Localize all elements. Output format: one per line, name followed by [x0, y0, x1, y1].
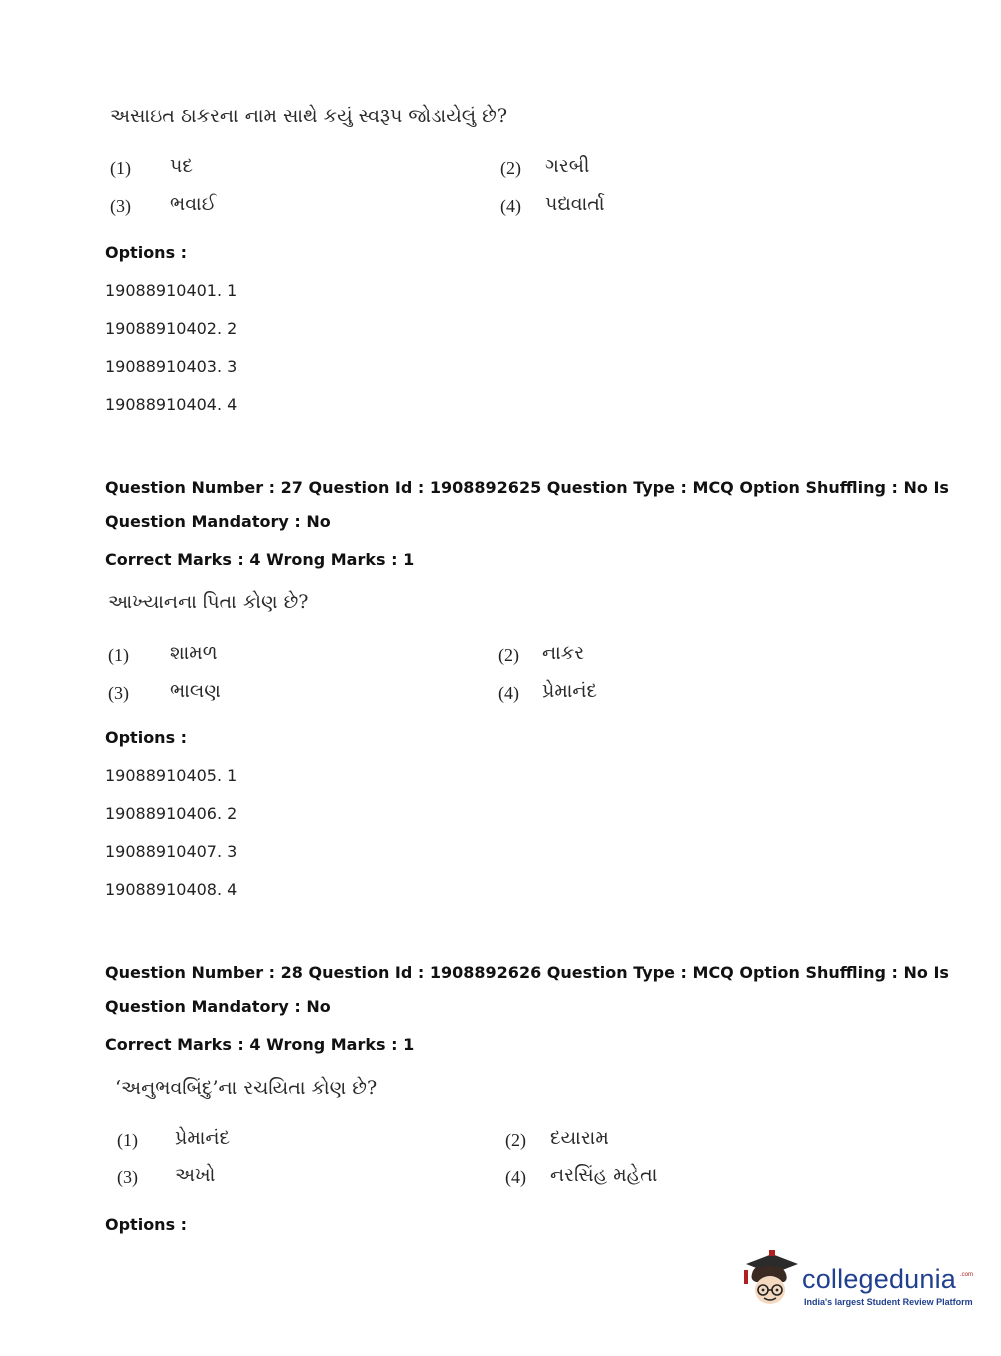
- choice-number: (3): [117, 1167, 138, 1187]
- choice-number: (1): [117, 1130, 138, 1150]
- choice-number: (4): [498, 683, 519, 703]
- collegedunia-logo: [742, 1250, 974, 1312]
- choice-text: ભવાઈ: [170, 193, 217, 215]
- option-line: 19088910404. 4: [105, 395, 238, 414]
- choice-text: ભાલણ: [170, 680, 221, 702]
- choice-number: (2): [505, 1130, 526, 1150]
- choice-text: પ્રેમાનંદ: [175, 1127, 231, 1149]
- question-meta: Question Number : 27 Question Id : 1908892625 Question Type : MCQ Option Shuffling : No Is: [105, 478, 949, 497]
- choice-text: પદ: [170, 155, 193, 177]
- choice-text: પદ્યવાર્તા: [545, 193, 605, 215]
- question-meta: Question Number : 28 Question Id : 1908892626 Question Type : MCQ Option Shuffling : No Is: [105, 963, 949, 982]
- choice-text: દયારામ: [550, 1127, 609, 1149]
- question-mandatory: Question Mandatory : No: [105, 997, 331, 1016]
- choice-text: નાકર: [542, 642, 585, 664]
- choice-text: પ્રેમાનંદ: [542, 680, 598, 702]
- question-marks: Correct Marks : 4 Wrong Marks : 1: [105, 1035, 415, 1054]
- logo-domain-suffix: .com: [960, 1272, 974, 1278]
- mascot-icon: [742, 1250, 800, 1312]
- option-line: 19088910402. 2: [105, 319, 238, 338]
- logo-wordmark: collegedunia: [802, 1264, 957, 1294]
- choice-text: ગરબી: [545, 155, 590, 177]
- option-line: 19088910407. 3: [105, 842, 238, 861]
- question-text: આખ્યાનના પિતા કોણ છે?: [108, 591, 309, 613]
- option-line: 19088910403. 3: [105, 357, 238, 376]
- options-heading: Options :: [105, 728, 188, 747]
- choice-number: (4): [505, 1167, 526, 1187]
- option-line: 19088910405. 1: [105, 766, 238, 785]
- question-text: અસાઇત ઠાકરના નામ સાથે કયું સ્વરૂપ જોડાયેલું છે?: [110, 105, 508, 127]
- options-heading: Options :: [105, 243, 188, 262]
- choice-text: અખો: [175, 1164, 216, 1186]
- choice-text: નરસિંહ મહેતા: [550, 1164, 658, 1186]
- choice-number: (1): [108, 645, 129, 665]
- choice-number: (3): [110, 196, 131, 216]
- choice-number: (1): [110, 158, 131, 178]
- option-line: 19088910401. 1: [105, 281, 238, 300]
- question-text: ‘અનુભવબિંદુ’ના રચયિતા કોણ છે?: [115, 1077, 378, 1099]
- question-marks: Correct Marks : 4 Wrong Marks : 1: [105, 550, 415, 569]
- options-heading: Options :: [105, 1215, 188, 1234]
- option-line: 19088910408. 4: [105, 880, 238, 899]
- question-mandatory: Question Mandatory : No: [105, 512, 331, 531]
- choice-number: (4): [500, 196, 521, 216]
- logo-tagline: India's largest Student Review Platform: [804, 1297, 973, 1307]
- option-line: 19088910406. 2: [105, 804, 238, 823]
- choice-number: (2): [500, 158, 521, 178]
- choice-text: શામળ: [170, 642, 218, 664]
- choice-number: (2): [498, 645, 519, 665]
- choice-number: (3): [108, 683, 129, 703]
